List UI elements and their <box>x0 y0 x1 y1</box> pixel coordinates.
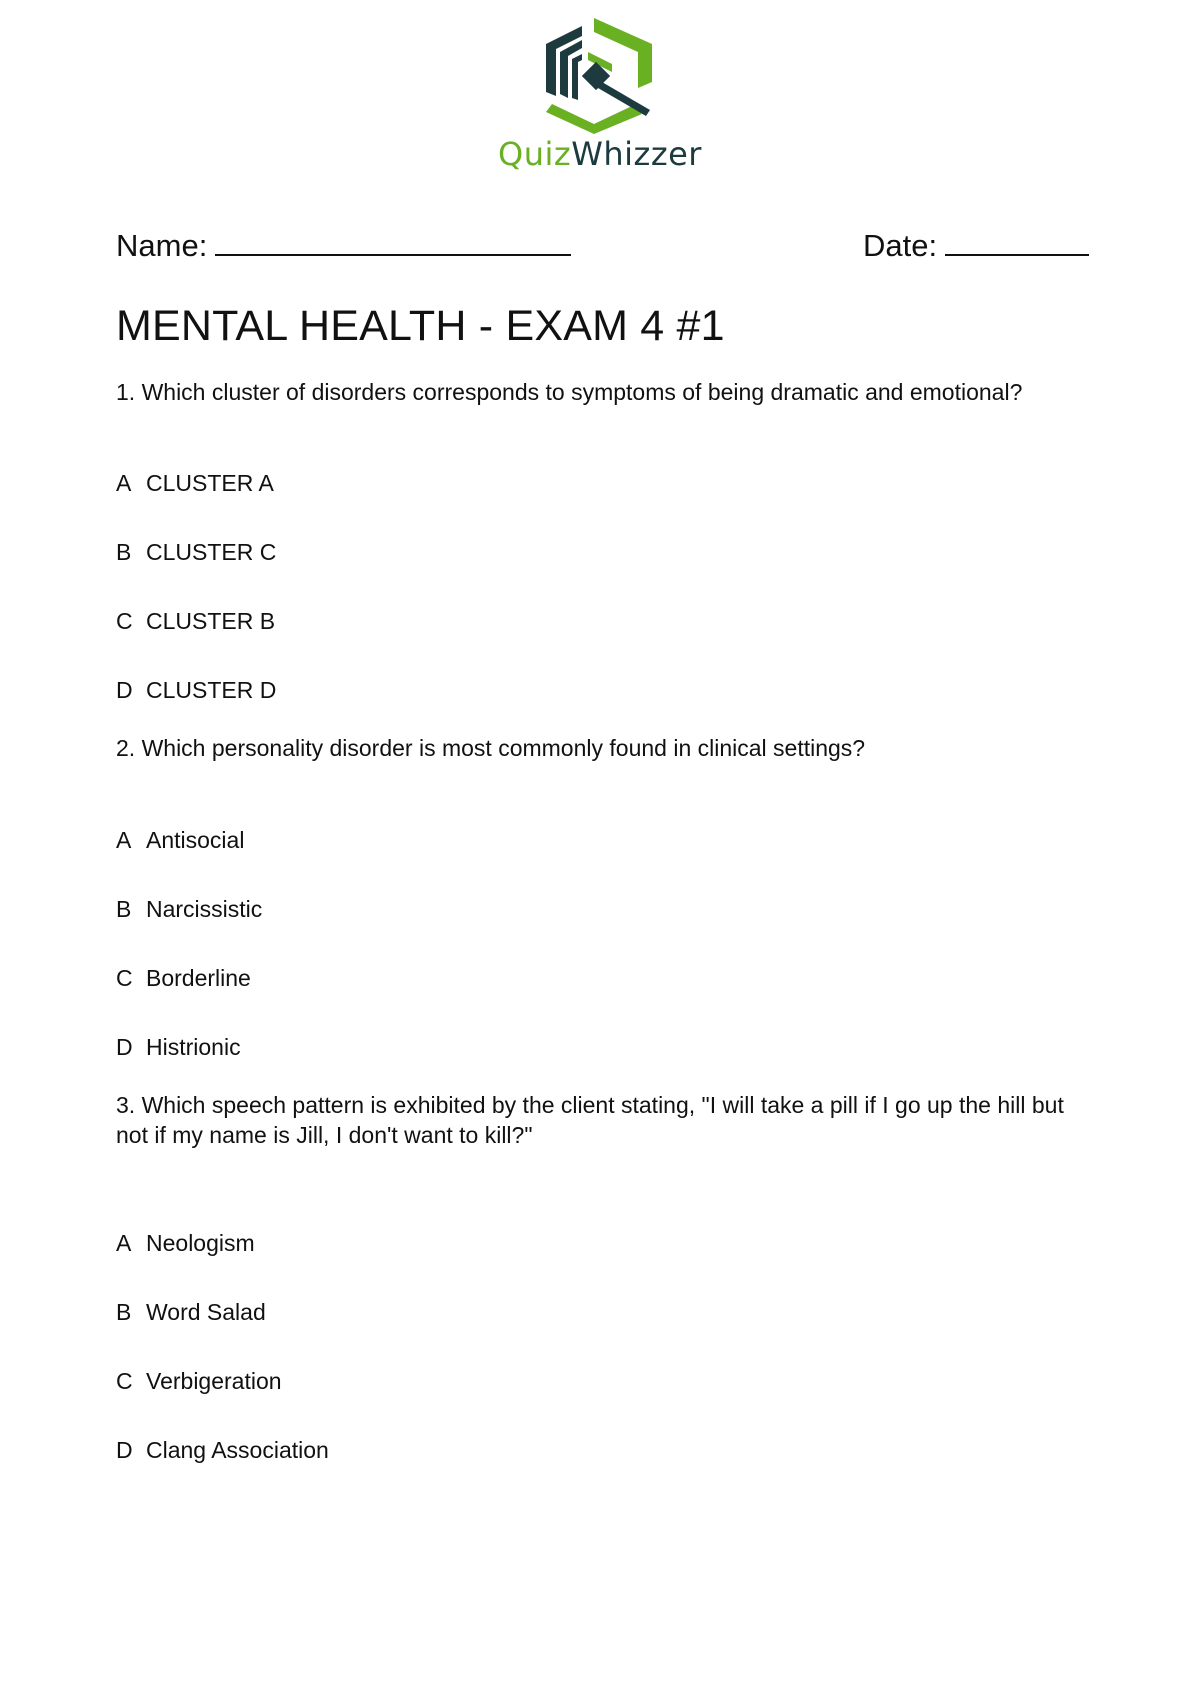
option-letter: D <box>116 1437 133 1463</box>
option-text: CLUSTER C <box>146 539 277 565</box>
answer-option <box>116 1297 266 1327</box>
exam-title: MENTAL HEALTH - EXAM 4 #1 <box>116 302 725 350</box>
option-text: Histrionic <box>146 1034 241 1060</box>
answer-option <box>116 468 274 498</box>
option-text: Borderline <box>146 965 251 991</box>
name-blank-line[interactable] <box>215 253 571 256</box>
option-text: CLUSTER D <box>146 677 277 703</box>
option-text: CLUSTER B <box>146 608 276 634</box>
date-field <box>863 226 1089 266</box>
name-field <box>116 226 571 266</box>
brand-name-part1: Quiz <box>498 135 572 173</box>
answer-option <box>116 825 244 855</box>
option-text: CLUSTER A <box>146 470 274 496</box>
option-text: Antisocial <box>146 827 245 853</box>
date-label: Date: <box>863 228 938 263</box>
option-letter: C <box>116 1368 133 1394</box>
answer-option <box>116 1435 329 1465</box>
option-letter: D <box>116 1034 133 1060</box>
answer-option <box>116 1366 282 1396</box>
option-letter: A <box>116 1230 132 1256</box>
question-text: 2. Which personality disorder is most commonly found in clinical settings? <box>116 735 866 761</box>
option-letter: B <box>116 1299 132 1325</box>
answer-option <box>116 963 251 993</box>
answer-option <box>116 1032 241 1062</box>
option-text: Verbigeration <box>146 1368 282 1394</box>
option-letter: A <box>116 827 132 853</box>
date-blank-line[interactable] <box>945 253 1089 256</box>
brand-wordmark <box>0 134 1200 174</box>
quizwhizzer-logo-icon <box>542 16 662 134</box>
option-letter: B <box>116 539 132 565</box>
option-text: Neologism <box>146 1230 255 1256</box>
option-text: Narcissistic <box>146 896 263 922</box>
name-label: Name: <box>116 228 208 263</box>
option-letter: B <box>116 896 132 922</box>
option-letter: A <box>116 470 132 496</box>
brand-name-part2: Whizzer <box>571 135 702 173</box>
answer-option <box>116 894 262 924</box>
question-text: 3. Which speech pattern is exhibited by the client stating, "I will take a pill if I go up the hill but not if my name is Jill, I don't want to kill?" <box>116 1092 1064 1148</box>
option-text: Clang Association <box>146 1437 329 1463</box>
answer-option <box>116 675 276 705</box>
option-letter: C <box>116 608 133 634</box>
option-letter: C <box>116 965 133 991</box>
answer-option <box>116 537 276 567</box>
question-text: 1. Which cluster of disorders corresponds to symptoms of being dramatic and emotional? <box>116 379 1023 405</box>
answer-option <box>116 1228 255 1258</box>
answer-option <box>116 606 275 636</box>
option-letter: D <box>116 677 133 703</box>
option-text: Word Salad <box>146 1299 266 1325</box>
